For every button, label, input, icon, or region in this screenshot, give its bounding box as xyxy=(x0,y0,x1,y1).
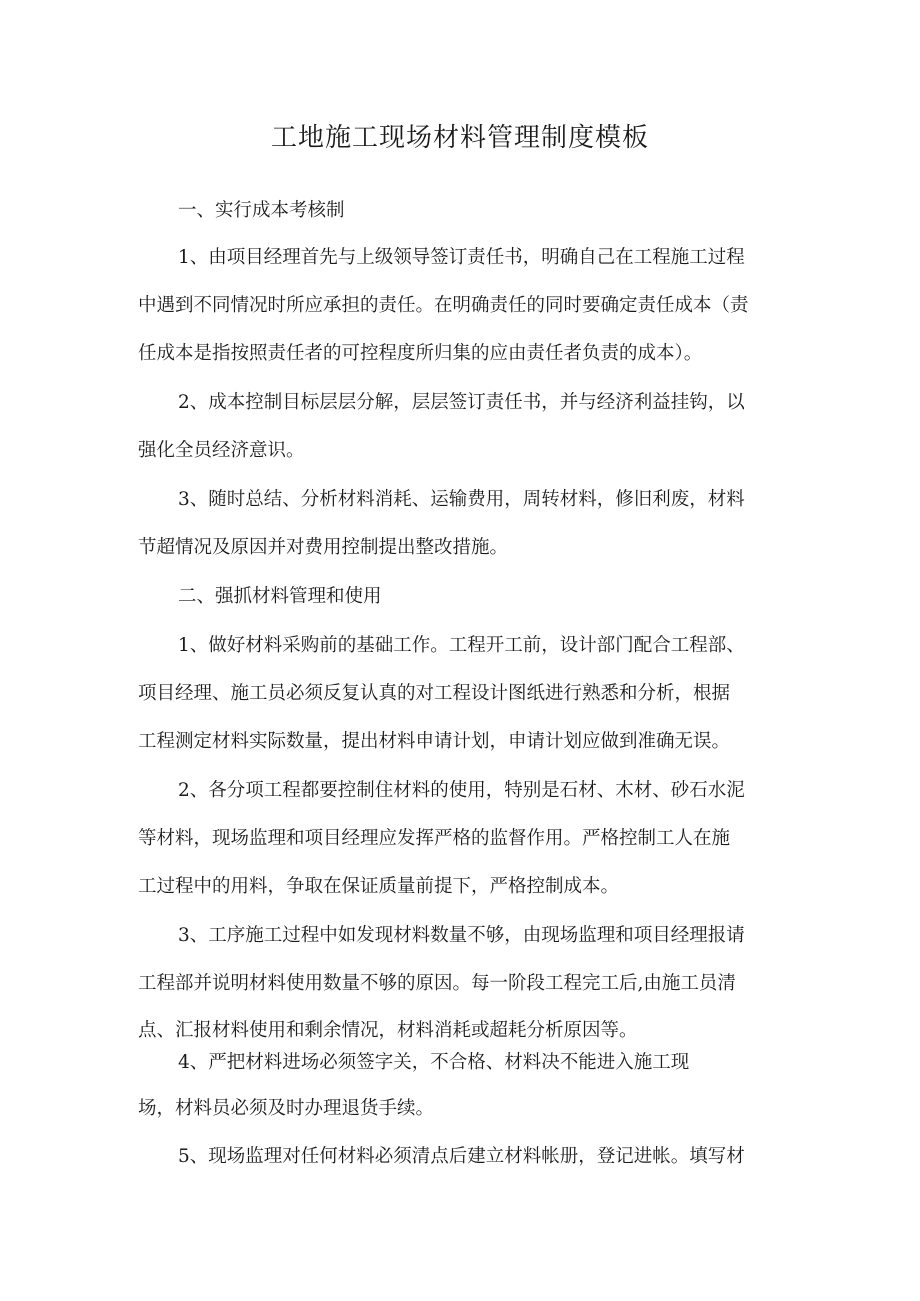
paragraph-line: 工程测定材料实际数量，提出材料申请计划，申请计划应做到准确无误。 xyxy=(138,731,731,752)
paragraph-line: 项目经理、施工员必须反复认真的对工程设计图纸进行熟悉和分析，根据 xyxy=(138,683,731,704)
paragraph-line: 3、随时总结、分析材料消耗、运输费用，周转材料，修旧利废，材料 xyxy=(178,489,745,510)
section-heading-2: 二、强抓材料管理和使用 xyxy=(178,586,382,607)
paragraph-line: 5、现场监理对任何材料必须清点后建立材料帐册，登记进帐。填写材 xyxy=(178,1146,745,1167)
paragraph-line: 4、严把材料进场必须签字关，不合格、材料决不能进入施工现 xyxy=(178,1052,690,1073)
section-heading-1: 一、实行成本考核制 xyxy=(178,200,345,221)
paragraph-line: 节超情况及原因并对费用控制提出整改措施。 xyxy=(138,537,509,558)
paragraph-line: 等材料，现场监理和项目经理应发挥严格的监督作用。严格控制工人在施 xyxy=(138,828,731,849)
document-title: 工地施工现场材料管理制度模板 xyxy=(270,123,649,153)
paragraph-line: 中遇到不同情况时所应承担的责任。在明确责任的同时要确定责任成本（责 xyxy=(138,295,749,316)
paragraph-line: 1、由项目经理首先与上级领导签订责任书，明确自己在工程施工过程 xyxy=(178,247,745,268)
paragraph-line: 1、做好材料采购前的基础工作。工程开工前，设计部门配合工程部、 xyxy=(178,635,745,656)
paragraph-line: 场，材料员必须及时办理退货手续。 xyxy=(138,1098,435,1119)
paragraph-line: 2、各分项工程都要控制住材料的使用，特别是石材、木材、砂石水泥 xyxy=(178,780,745,801)
paragraph-line: 点、汇报材料使用和剩余情况，材料消耗或超耗分析原因等。 xyxy=(138,1020,638,1041)
paragraph-line: 2、成本控制目标层层分解，层层签订责任书，并与经济利益挂钩，以 xyxy=(178,392,745,413)
paragraph-line: 工过程中的用料，争取在保证质量前提下，严格控制成本。 xyxy=(138,876,620,897)
paragraph-line: 任成本是指按照责任者的可控程度所归集的应由责任者负责的成本）。 xyxy=(138,343,703,364)
paragraph-line: 工程部并说明材料使用数量不够的原因。每一阶段工程完工后,由施工员清 xyxy=(138,973,736,994)
paragraph-line: 3、工序施工过程中如发现材料数量不够，由现场监理和项目经理报请 xyxy=(178,925,745,946)
paragraph-line: 强化全员经济意识。 xyxy=(138,440,305,461)
